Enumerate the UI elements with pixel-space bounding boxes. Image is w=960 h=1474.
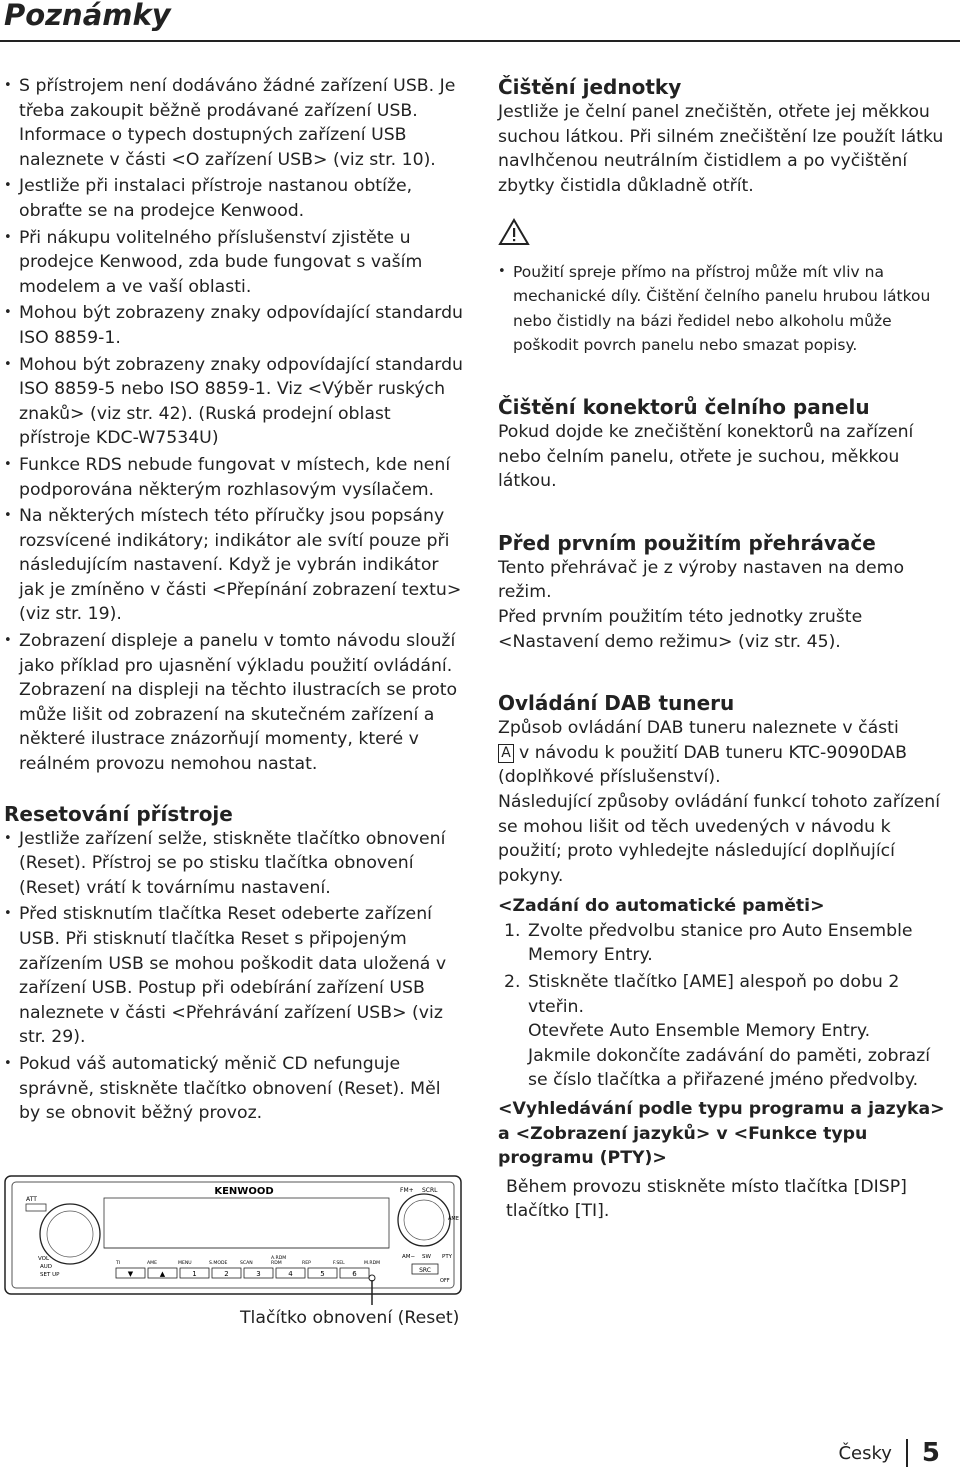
- page-footer: [838, 1438, 940, 1468]
- control-knob[interactable]: [398, 1194, 450, 1246]
- dab-line-1: Způsob ovládání DAB tuneru naleznete v části: [498, 718, 899, 739]
- preset-button-label: 2: [224, 1270, 229, 1278]
- step-extra-1: Otevřete Auto Ensemble Memory Entry.: [528, 1021, 871, 1042]
- off-label: OFF: [440, 1278, 450, 1284]
- note-item: • Jestliže při instalaci přístroje nastanou obtíže, obraťte se na prodejce Kenwood.: [4, 174, 464, 223]
- dab-sub-text-2: Během provozu stiskněte místo tlačítka [DISP] tlačítko [TI].: [506, 1176, 907, 1222]
- reset-button-callout: Tlačítko obnovení (Reset): [240, 1308, 460, 1328]
- note-item: • S přístrojem není dodáváno žádné zařízení USB. Je třeba zakoupit běžně prodávané zařízení USB. Informace o typech dostupných zařízení USB naleznete v části <O zařízení USB> (viz str. 10).: [4, 74, 464, 172]
- step-number: 1.: [504, 920, 521, 941]
- dab-steps: [498, 919, 950, 1093]
- warning-icon: [498, 218, 950, 254]
- ame-label: AME: [448, 1216, 459, 1222]
- fm-label: FM+: [400, 1187, 414, 1194]
- step-number: 2.: [504, 972, 521, 993]
- footer-separator: [906, 1439, 908, 1467]
- page-title: Poznámky: [4, 0, 171, 32]
- note-item: • Mohou být zobrazeny znaky odpovídající standardu ISO 8859-1.: [4, 301, 464, 350]
- device-function-label: S.MODE: [209, 1261, 228, 1266]
- device-illustration: [4, 1170, 464, 1309]
- device-function-label: RDM: [271, 1261, 282, 1266]
- device-sub-label: A.RDM: [271, 1256, 287, 1261]
- right-column: [498, 74, 950, 1224]
- title-rule: [0, 40, 960, 42]
- preset-button-label: 3: [256, 1270, 261, 1278]
- cleaning-unit-heading: Čištění jednotky: [498, 75, 682, 99]
- dab-line-2: v návodu k použití DAB tuneru KTC-9090DAB (doplňkové příslušenství).: [498, 742, 907, 788]
- device-function-label: M.RDM: [364, 1261, 381, 1266]
- first-use-text-1: Tento přehrávač je z výroby nastaven na demo režim.: [498, 557, 905, 603]
- step-extra-2: Jakmile dokončíte zadávání do paměti, zobrazí se číslo tlačítka a přiřazené jméno předvolby.: [528, 1045, 931, 1091]
- set-up-label: SET UP: [40, 1272, 60, 1278]
- volume-knob[interactable]: [40, 1204, 100, 1264]
- preset-button-label: 4: [288, 1270, 293, 1278]
- device-function-label: REP: [302, 1261, 311, 1266]
- preset-button-label: 5: [320, 1270, 325, 1278]
- aud-label: AUD: [40, 1264, 53, 1270]
- preset-button-label: ▼: [127, 1270, 134, 1278]
- notes-list: [4, 74, 464, 777]
- note-item: • Funkce RDS nebude fungovat v místech, kde není podporována některým rozhlasovým vysílačem.: [4, 453, 464, 502]
- device-function-label: AME: [147, 1261, 158, 1266]
- device-function-label: F.SEL: [333, 1261, 345, 1266]
- reset-list: [4, 827, 464, 1126]
- dab-heading: Ovládání DAB tuneru: [498, 691, 735, 716]
- preset-button-label: 6: [352, 1270, 357, 1278]
- reset-item: • Jestliže zařízení selže, stiskněte tlačítko obnovení (Reset). Přístroj se po stisku tlačítka obnovení (Reset) vrátí k továrnímu nastavení.: [4, 827, 464, 901]
- am-label: AM−: [402, 1254, 416, 1260]
- scrl-label: SCRL: [422, 1187, 438, 1194]
- src-label: SRC: [419, 1267, 431, 1274]
- left-column: [4, 74, 464, 1128]
- preset-button-label: ▲: [159, 1270, 166, 1278]
- device-function-label: TI: [116, 1261, 121, 1266]
- brand-logo: KENWOOD: [214, 1186, 274, 1197]
- cleaning-connectors-text: Pokud dojde ke znečištění konektorů na zařízení nebo čelním panelu, otřete je suchou, měkkou látkou.: [498, 421, 914, 492]
- reset-heading: Resetování přístroje: [4, 801, 233, 826]
- dab-sub-heading-1: <Zadání do automatické paměti>: [498, 896, 825, 917]
- dab-sub-heading-2: <Vyhledávání podle typu programu a jazyka> a <Zobrazení jazyků> v <Funkce typu programu (PTY)>: [498, 1099, 945, 1169]
- device-function-label: MENU: [178, 1261, 192, 1266]
- cleaning-unit-text: Jestliže je čelní panel znečištěn, otřete jej měkkou suchou látkou. Při silném znečištění lze použít látku navlhčenou neutrálním čistidlem a po vyčištění zbytky čistidla důkladně otřít.: [498, 102, 944, 196]
- step-text: Stiskněte tlačítko [AME] alespoň po dobu 2 vteřin.: [528, 972, 900, 1017]
- warning-list: [498, 260, 950, 358]
- pty-label: PTY: [442, 1254, 453, 1260]
- att-label: ATT: [26, 1196, 37, 1203]
- cleaning-connectors-heading: Čištění konektorů čelního panelu: [498, 394, 870, 419]
- note-item: • Zobrazení displeje a panelu v tomto návodu slouží jako příklad pro ujasnění výkladu použití ovládání. Zobrazení na displeji na těchto ilustracích se proto může lišit od zobrazení na skutečném zařízení a některé ilustrace znázorňují momenty, které v reálném provozu nemohou nastat.: [4, 629, 464, 777]
- first-use-heading: Před prvním použitím přehrávače: [498, 530, 876, 555]
- note-item: • Mohou být zobrazeny znaky odpovídající standardu ISO 8859-5 nebo ISO 8859-1. Viz <Výběr ruských znaků> (viz str. 42). (Ruská prodejní oblast přístroje KDC-W7534U): [4, 353, 464, 451]
- page-number: 5: [921, 1438, 940, 1468]
- reset-item: • Pokud váš automatický měnič CD nefunguje správně, stiskněte tlačítko obnovení (Reset). Měl by se obnovit běžný provoz.: [4, 1052, 464, 1126]
- dab-step: [498, 919, 950, 968]
- dab-step: [498, 970, 950, 1093]
- warning-item: • Použití spreje přímo na přístroj může mít vliv na mechanické díly. Čištění čelního panelu hrubou látkou nebo čistidly na bázi ředidel nebo alkoholu může poškodit povrch panelu nebo smazat popisy.: [498, 260, 950, 358]
- section-a-box: A: [498, 744, 514, 763]
- dab-line-2-wrap: [498, 741, 950, 790]
- dab-text: Následující způsoby ovládání funkcí tohoto zařízení se mohou lišit od těch uvedených v návodu k použití; proto vyhledejte následující doplňující pokyny.: [498, 791, 941, 886]
- sw-label: SW: [422, 1254, 431, 1260]
- preset-button-label: 1: [192, 1270, 197, 1278]
- note-item: • Při nákupu volitelného příslušenství zjistěte u prodejce Kenwood, zda bude fungovat s vaším modelem a ve vaší oblasti.: [4, 226, 464, 300]
- note-item: • Na některých místech této příručky jsou popsány rozsvícené indikátory; indikátor ale svítí pouze při následujícím nastavení. Když je vybrán indikátor jak je zmíněno v části <Přepínání zobrazení textu> (viz str. 19).: [4, 504, 464, 627]
- footer-language: Česky: [838, 1442, 892, 1464]
- step-text: Zvolte předvolbu stanice pro Auto Ensemble Memory Entry.: [528, 920, 913, 966]
- reset-item: • Před stisknutím tlačítka Reset odeberte zařízení USB. Při stisknutí tlačítka Reset s připojeným zařízením USB se mohou poškodit data uložená v zařízení USB. Postup při odebírání zařízení USB naleznete v části <Přehrávání zařízení USB> (viz str. 29).: [4, 902, 464, 1050]
- vol-label: VOL: [38, 1256, 50, 1262]
- first-use-text-2: Před prvním použitím této jednotky zrušte <Nastavení demo režimu> (viz str. 45).: [498, 606, 863, 652]
- device-function-label: SCAN: [240, 1261, 253, 1266]
